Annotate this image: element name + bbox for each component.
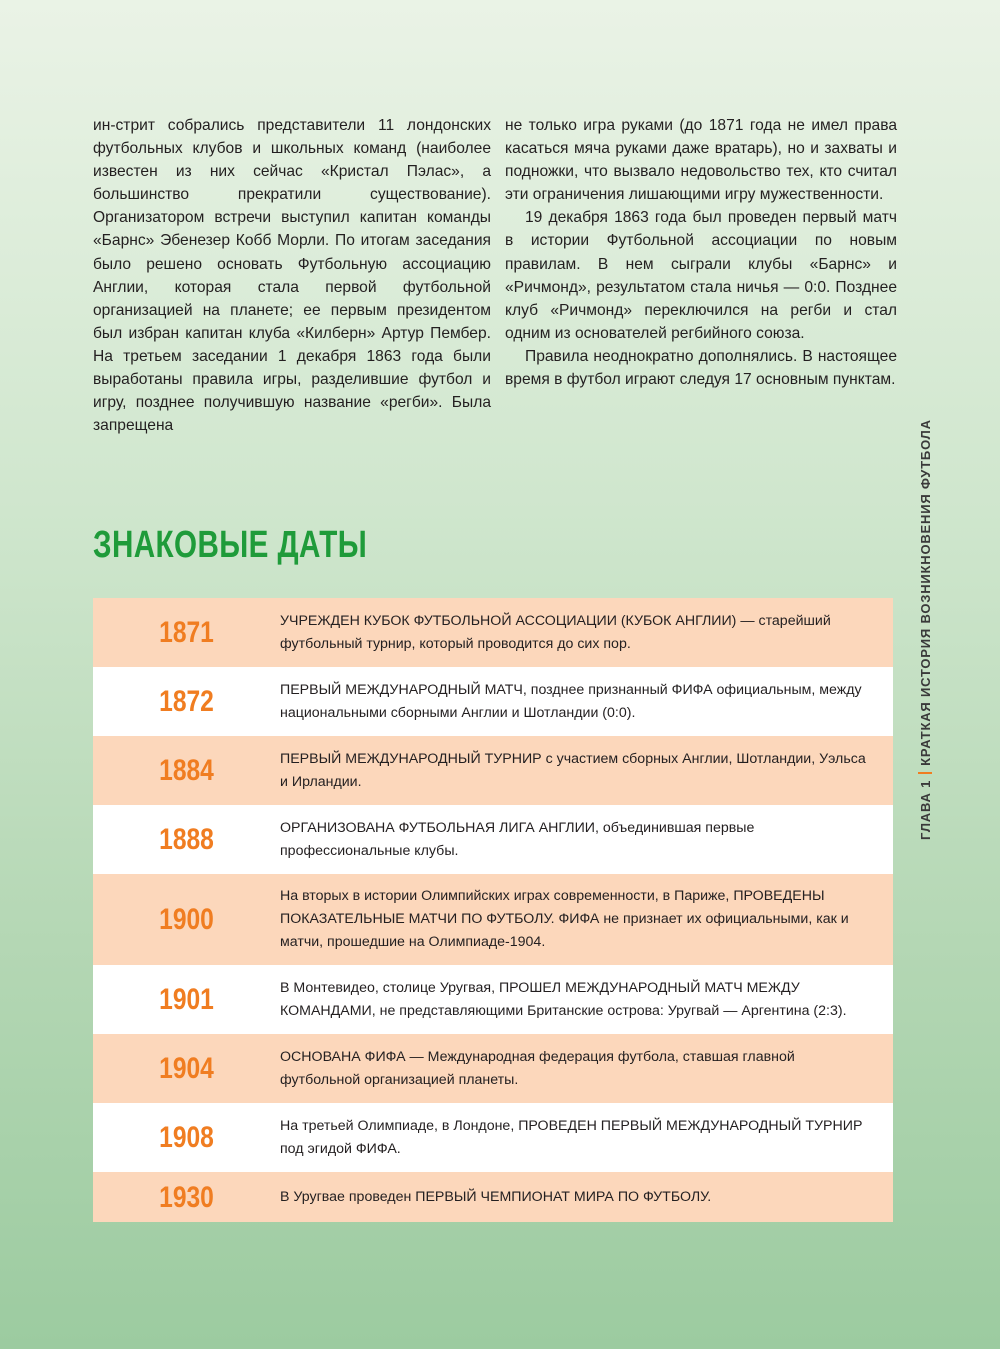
date-description: ПЕРВЫЙ МЕЖДУНАРОДНЫЙ ТУРНИР с участием сборных Англии, Шотландии, Уэльса и Ирландии. [280, 750, 866, 790]
paragraph: ин-стрит собрались представители 11 лондонских футбольных клубов и школьных команд (наиболее известен из них сейчас «Кристал Пэлас», а большинство прекратили существование). Организатором встречи выступил капитан команды «Барнс» Эбенезер Кобб Морли. По итогам заседания было решено основать Футбольную ассоциацию Англии, которая стала первой футбольной организацией на планете; ее первым президентом был избран капитан клуба «Килберн» Артур Пембер. На третьем заседании 1 декабря 1863 года были выработаны правила игры, разделившие футбол и игру, позднее получившую название «регби». Была запрещена [93, 117, 491, 435]
paragraph: 19 декабря 1863 года был проведен первый матч в истории Футбольной ассоциации по новым правилам. В нем сыграли клубы «Барнс» и «Ричмонд», результатом стала ничья — 0:0. Позднее клуб «Ричмонд» переключился на регби и стал одним из основателей регбийного союза. [505, 209, 897, 342]
divider [918, 772, 932, 774]
date-description: ПЕРВЫЙ МЕЖДУНАРОДНЫЙ МАТЧ, позднее признанный ФИФА официальным, между национальными сборными Англии и Шотландии (0:0). [280, 681, 862, 721]
date-row-1888 [93, 805, 893, 874]
text-column-right [505, 114, 897, 391]
date-year: 1930 [159, 1180, 214, 1214]
date-description: На третьей Олимпиаде, в Лондоне, ПРОВЕДЕН ПЕРВЫЙ МЕЖДУНАРОДНЫЙ ТУРНИР под эгидой ФИФА. [280, 1117, 863, 1157]
date-row-1884 [93, 736, 893, 805]
section-title: ЗНАКОВЫЕ ДАТЫ [93, 524, 368, 566]
paragraph: не только игра руками (до 1871 года не имел права касаться мяча руками даже вратарь), но и захваты и подножки, что вызвало недовольство тех, кто считал эти ограничения лишающими игру мужественности. [505, 117, 897, 204]
date-row-1901 [93, 965, 893, 1034]
dates-table [93, 598, 893, 1222]
paragraph: Правила неоднократно дополнялись. В настоящее время в футбол играют следуя 17 основным пунктам. [505, 347, 897, 389]
date-description: На вторых в истории Олимпийских играх современности, в Париже, ПРОВЕДЕНЫ ПОКАЗАТЕЛЬНЫЕ МАТЧИ ПО ФУТБОЛУ. ФИФА не признает их официальными, как и матчи, прошедшие на Олимпиаде-1904. [280, 888, 849, 950]
chapter-title: КРАТКАЯ ИСТОРИЯ ВОЗНИКНОВЕНИЯ ФУТБОЛА [918, 419, 933, 766]
date-row-1872 [93, 667, 893, 736]
date-description: В Уругвае проведен ПЕРВЫЙ ЧЕМПИОНАТ МИРА ПО ФУТБОЛУ. [280, 1188, 712, 1205]
date-row-1871 [93, 598, 893, 667]
chapter-number: ГЛАВА 1 [918, 779, 933, 840]
date-row-1904 [93, 1034, 893, 1103]
date-year: 1888 [159, 823, 214, 856]
date-year: 1901 [159, 983, 214, 1016]
date-year: 1904 [159, 1052, 214, 1085]
date-description: УЧРЕЖДЕН КУБОК ФУТБОЛЬНОЙ АССОЦИАЦИИ (КУБОК АНГЛИИ) — старейший футбольный турнир, который проводится до сих пор. [280, 612, 831, 652]
text-column-left [93, 114, 491, 437]
date-year: 1908 [159, 1121, 214, 1154]
chapter-running-head [914, 419, 938, 840]
date-year: 1900 [159, 903, 214, 936]
date-row-1930 [93, 1172, 893, 1222]
chapter-sidebar [914, 419, 938, 840]
date-year: 1872 [159, 685, 214, 718]
date-description: В Монтевидео, столице Уругвая, ПРОШЕЛ МЕЖДУНАРОДНЫЙ МАТЧ МЕЖДУ КОМАНДАМИ, не представляющими Британские острова: Уругвай — Аргентина (2:3). [280, 979, 847, 1019]
date-year: 1884 [159, 754, 214, 787]
date-row-1900 [93, 874, 893, 965]
date-row-1908 [93, 1103, 893, 1172]
date-description: ОРГАНИЗОВАНА ФУТБОЛЬНАЯ ЛИГА АНГЛИИ, объединившая первые профессиональные клубы. [280, 819, 755, 859]
date-description: ОСНОВАНА ФИФА — Международная федерация футбола, ставшая главной футбольной организацией планеты. [280, 1048, 795, 1088]
date-year: 1871 [159, 616, 214, 649]
